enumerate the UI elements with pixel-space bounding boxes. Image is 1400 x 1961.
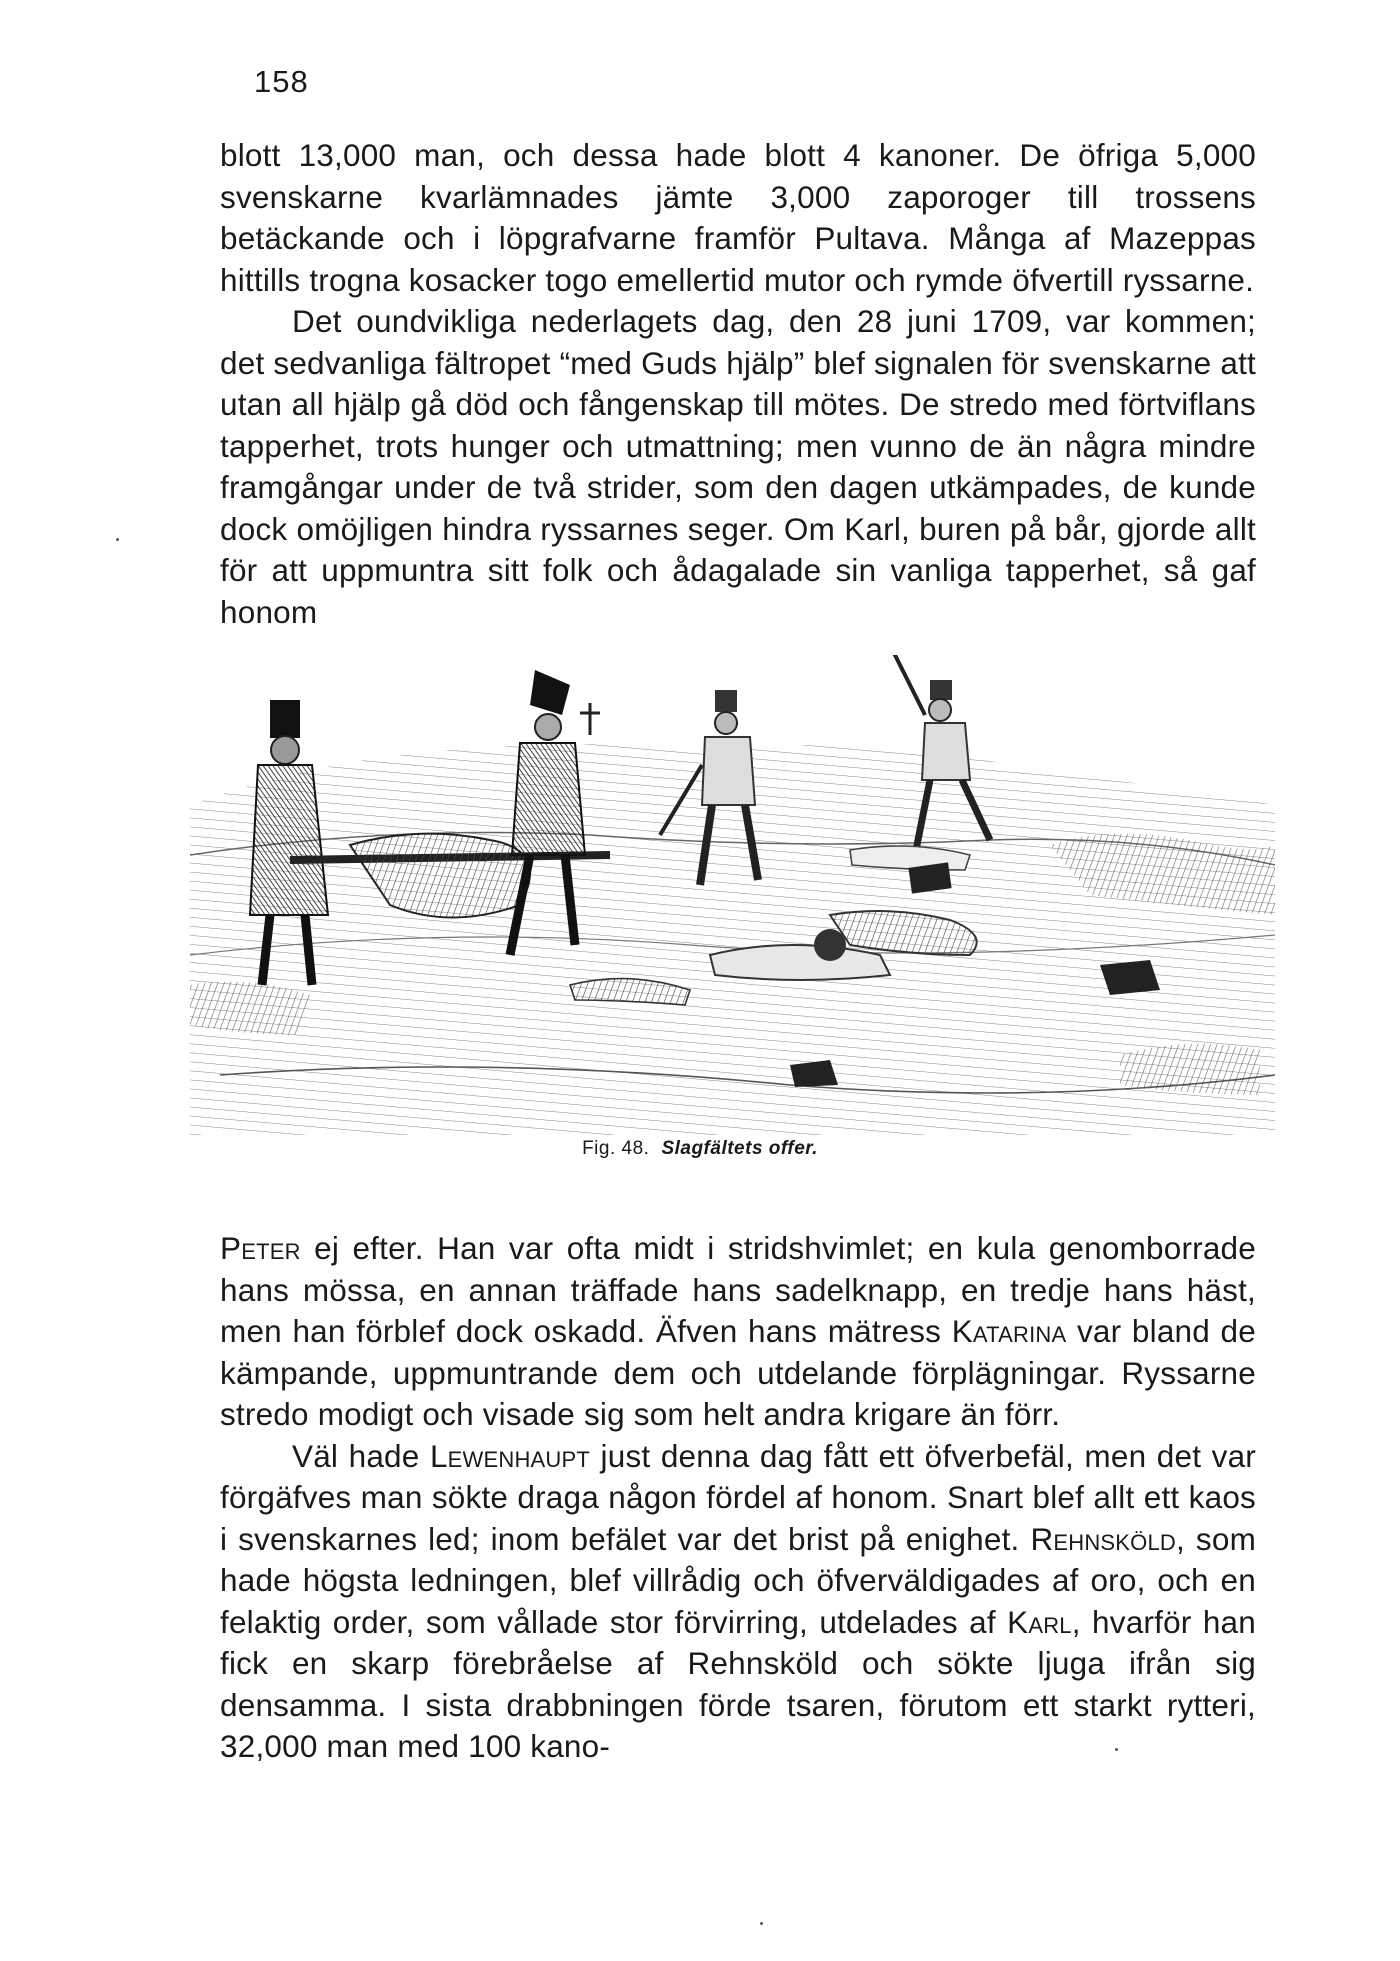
print-speck [1115, 1748, 1118, 1751]
text-run: ej efter. Han var ofta midt i stridshvimlet; en kula genomborrade hans mössa, en annan träffade hans sadelknapp, en tredje hans häst, men han förblef dock oskadd. Äfven hans mätress [220, 1230, 1256, 1349]
paragraph: blott 13,000 man, och dessa hade blott 4 kanoner. De öfriga 5,000 svenskarne kvarlämnades jämte 3,000 zaporoger till trossens betäckande och i löpgrafvarne framför Pultava. Många af Mazeppas hittills trogna kosacker togo emellertid mutor och rymde öfvertill ryssarne. [220, 137, 1256, 298]
page-number: 158 [254, 64, 309, 99]
person-name: Peter [220, 1230, 301, 1266]
person-name: Rehnsköld [1030, 1520, 1177, 1557]
text-block-bottom [220, 1228, 1256, 1768]
text-run: , som hade högsta ledningen, blef villrådig och öfverväldigades af oro, och en felaktig order, som vållade stor förvirring, utdelades af [220, 1520, 1257, 1640]
text-run: var bland de kämpande, uppmuntrande dem och utdelande förplägningar. Ryssarne stredo modigt och visade sig som helt andra krigare än förr. [220, 1313, 1256, 1432]
paragraph: Det oundvikliga nederlagets dag, den 28 juni 1709, var kommen; det sedvanliga fältropet “med Guds hjälp” blef signalen för svenskarne att utan all hjälp gå död och fångenskap till mötes. De stredo med förtviflans tapperhet, trots hunger och utmattning; men vunno de än några mindre framgångar under de två strider, som den dagen utkämpades, de kunde dock omöjligen hindra ryssarnes seger. Om Karl, buren på bår, gjorde allt för att uppmuntra sitt folk och ådagalade sin vanliga tapperhet, så gaf honom [220, 303, 1256, 630]
engraving [190, 655, 1275, 1135]
figure-label: Fig. 48. [582, 1138, 650, 1159]
person-name: Lewenhaupt [429, 1437, 591, 1474]
paragraph [220, 1228, 1256, 1436]
text-run: Väl hade [292, 1437, 430, 1474]
print-speck [116, 538, 119, 541]
illustration-battlefield [190, 655, 1275, 1135]
print-speck [760, 1922, 763, 1925]
text-block-top [220, 135, 1256, 633]
figure-title: Slagfältets offer. [661, 1138, 818, 1159]
paragraph [220, 1436, 1256, 1768]
person-name: Katarina [951, 1313, 1067, 1349]
text-run: just denna dag fått ett öfverbefäl, men det var förgäfves man sökte draga någon fördel af honom. Snart blef allt ett kaos i svenskarnes led; inom befälet var det brist på enighet. [220, 1437, 1256, 1557]
person-name: Karl [1007, 1603, 1072, 1640]
text-run: , hvarför han fick en skarp förebråelse af Rehnsköld och sökte ljuga ifrån sig densamma. I sista drabbningen förde tsaren, förutom ett starkt rytteri, 32,000 man med 100 kano- [220, 1603, 1256, 1764]
figure-caption [0, 1138, 1400, 1160]
